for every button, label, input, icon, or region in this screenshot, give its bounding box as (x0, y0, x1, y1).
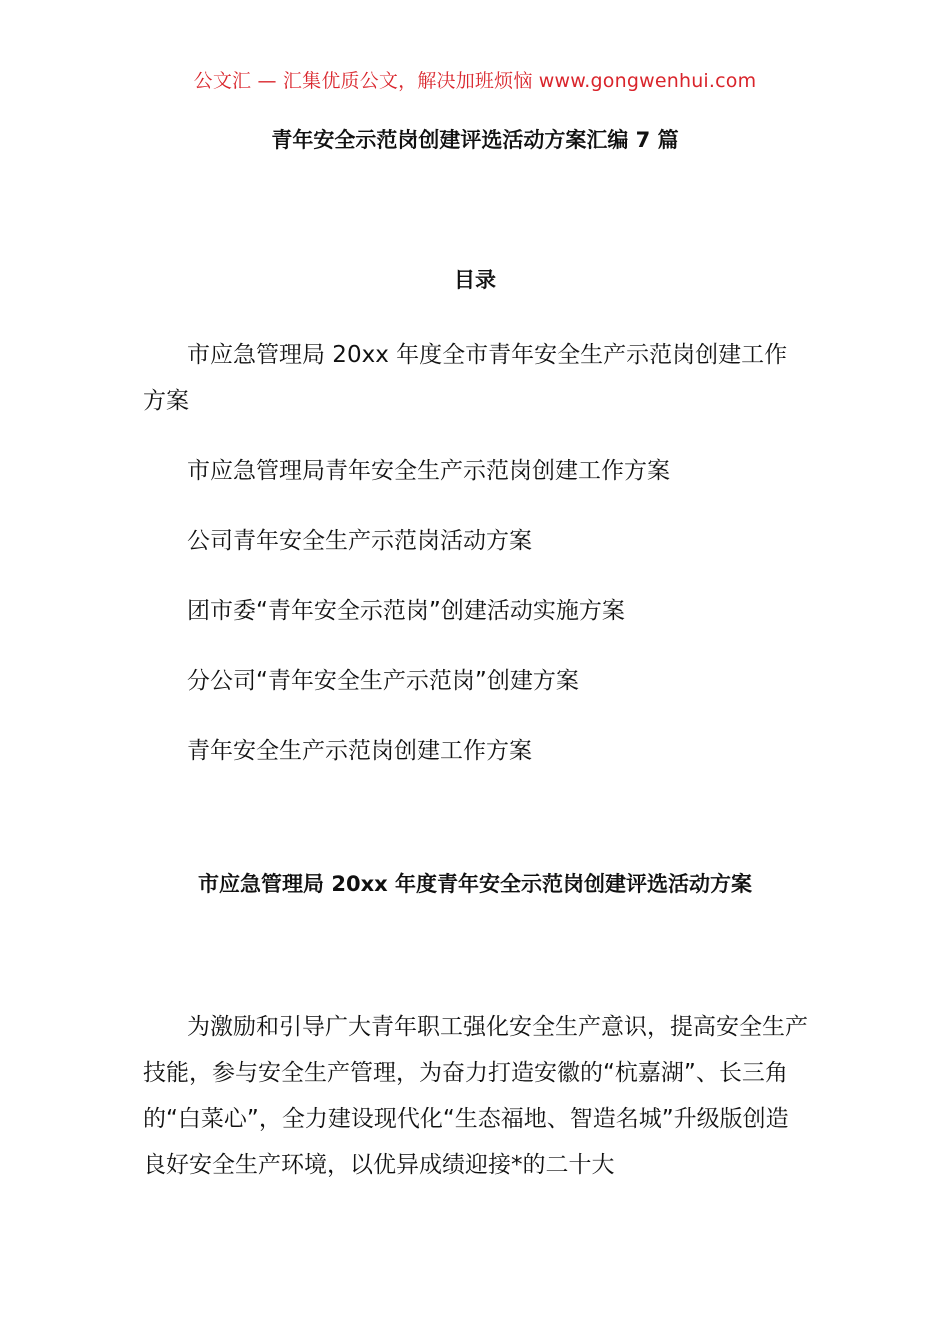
toc-item-3[interactable]: 公司青年安全生产示范岗活动方案 (187, 528, 532, 554)
document-title: 青年安全示范岗创建评选活动方案汇编 7 篇 (271, 128, 679, 152)
section-title: 市应急管理局 20xx 年度青年安全示范岗创建评选活动方案 (198, 872, 752, 896)
toc-item-2[interactable]: 市应急管理局青年安全生产示范岗创建工作方案 (187, 458, 670, 484)
toc-heading: 目录 (454, 268, 496, 292)
body-paragraph: 为激励和引导广大青年职工强化安全生产意识，提高安全生产技能，参与安全生产管理，为奋力打造安徽的“杭嘉湖”、长三角的“白菜心”，全力建设现代化“生态福地、智造名城”升级版创造良好安全生产环境，以优异成绩迎接*的二十大 (143, 1014, 808, 1178)
toc-item-6[interactable]: 青年安全生产示范岗创建工作方案 (187, 738, 532, 764)
table-of-contents (143, 332, 808, 798)
toc-item-1[interactable]: 市应急管理局 20xx 年度全市青年安全生产示范岗创建工作方案 (143, 342, 788, 414)
header-banner[interactable]: 公文汇 — 汇集优质公文，解决加班烦恼 www.gongwenhui.com (193, 70, 757, 92)
toc-item-4[interactable]: 团市委“青年安全示范岗”创建活动实施方案 (187, 598, 625, 624)
toc-item-5[interactable]: 分公司“青年安全生产示范岗”创建方案 (187, 668, 579, 694)
